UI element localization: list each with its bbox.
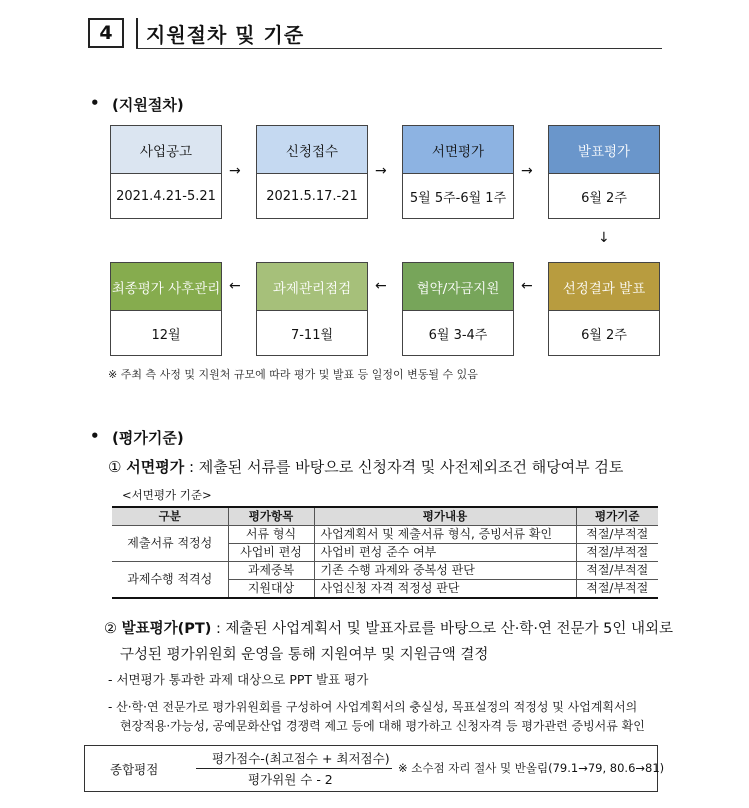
presentation-eval-title: 발표평가(PT) (121, 621, 212, 637)
circled-two-marker: ② (104, 621, 117, 637)
content-cell: 사업비 편성 준수 여부 (314, 544, 576, 562)
procedure-heading: (지원절차) (112, 96, 184, 114)
step-box-written-eval (402, 125, 514, 219)
step-box-application (256, 125, 368, 219)
item-cell: 사업비 편성 (228, 544, 314, 562)
right-arrow-icon: → (375, 163, 387, 179)
step-title: 선정결과 발표 (549, 263, 659, 311)
step-box-selection-result (548, 262, 660, 356)
standard-cell: 적절/부적절 (576, 526, 658, 544)
written-eval-table (112, 506, 658, 599)
dash-item-2a: - 산·학·연 전문가로 평가위원회를 구성하여 사업계획서의 충실성, 목표설정의 적정성 및 사업계획서의 (108, 700, 638, 714)
table-row (112, 562, 658, 580)
presentation-eval-desc-2: 구성된 평가위원회 운영을 통해 지원여부 및 지원금액 결정 (120, 647, 489, 663)
step-period: 12월 (151, 327, 181, 343)
standard-cell: 적절/부적절 (576, 544, 658, 562)
step-period: 6월 2주 (581, 327, 627, 343)
item-cell: 지원대상 (228, 580, 314, 599)
section-divider (136, 18, 138, 48)
step-title: 사업공고 (111, 126, 221, 174)
circled-one-marker: ① (108, 458, 122, 476)
item-cell: 과제중복 (228, 562, 314, 580)
written-eval-desc: : 제출된 서류를 바탕으로 신청자격 및 사전제외조건 해당여부 검토 (188, 458, 624, 476)
table-caption: <서면평가 기준> (122, 488, 212, 502)
written-eval-title: 서면평가 (126, 458, 185, 476)
presentation-eval-heading (104, 616, 673, 642)
step-box-final-eval (110, 262, 222, 356)
formula-denominator: 평가위원 수 - 2 (248, 772, 333, 787)
section-number-text: 4 (99, 22, 113, 44)
right-arrow-icon: → (521, 163, 533, 179)
content-cell: 사업신청 자격 적정성 판단 (314, 580, 576, 599)
section-number (88, 18, 124, 48)
fraction-bar (196, 768, 392, 769)
category-cell: 제출서류 적정성 (112, 526, 228, 562)
step-box-agreement (402, 262, 514, 356)
step-title: 최종평가 사후관리 (111, 263, 221, 311)
standard-cell: 적절/부적절 (576, 562, 658, 580)
step-period: 2021.4.21-5.21 (116, 188, 216, 204)
step-title: 발표평가 (549, 126, 659, 174)
step-box-announcement (110, 125, 222, 219)
written-eval-heading (108, 456, 623, 477)
dash-item-1: - 서면평가 통과한 과제 대상으로 PPT 발표 평가 (108, 672, 369, 687)
dash-item-2b: 현장적용·가능성, 공예문화산업 경쟁력 제고 등에 대해 평가하고 신청자격 등 평가관련 증빙서류 확인 (120, 719, 645, 733)
category-cell: 과제수행 적격성 (112, 562, 228, 599)
down-arrow-icon: ↓ (598, 230, 610, 246)
section-underline (136, 48, 662, 49)
step-period: 2021.5.17.-21 (266, 188, 358, 204)
content-cell: 기존 수행 과제와 중복성 판단 (314, 562, 576, 580)
step-period: 7-11월 (290, 327, 334, 343)
step-title: 서면평가 (403, 126, 513, 174)
step-period: 6월 3-4주 (428, 327, 488, 343)
step-title: 협약/자금지원 (403, 263, 513, 311)
table-row (112, 526, 658, 544)
standard-cell: 적절/부적절 (576, 580, 658, 599)
item-cell: 서류 형식 (228, 526, 314, 544)
formula-numerator: 평가점수-(최고점수 + 최저점수) (212, 751, 390, 766)
step-period: 5월 5주-6월 1주 (409, 190, 507, 206)
formula-note: ※ 소수점 자리 절사 및 반올림(79.1→79, 80.6→81) (398, 761, 665, 775)
step-title: 과제관리점검 (257, 263, 367, 311)
header-standard: 평가기준 (576, 507, 658, 526)
header-item: 평가항목 (228, 507, 314, 526)
bullet-icon: • (90, 427, 100, 445)
bullet-icon: • (90, 94, 100, 112)
right-arrow-icon: → (229, 163, 241, 179)
section-title: 지원절차 및 기준 (146, 23, 305, 47)
header-content: 평가내용 (314, 507, 576, 526)
step-period: 6월 2주 (581, 190, 627, 206)
left-arrow-icon: ← (229, 278, 241, 294)
left-arrow-icon: ← (375, 278, 387, 294)
presentation-eval-desc-1: : 제출된 사업계획서 및 발표자료를 바탕으로 산·학·연 전문가 5인 내외로 (216, 621, 674, 637)
schedule-note: ※ 주최 측 사정 및 지원처 규모에 따라 평가 및 발표 등 일정이 변동될 수 있음 (108, 368, 478, 381)
formula-label: 종합평점 (110, 762, 159, 777)
criteria-heading: (평가기준) (112, 429, 184, 447)
table-header-row (112, 507, 658, 526)
content-cell: 사업계획서 및 제출서류 형식, 증빙서류 확인 (314, 526, 576, 544)
header-category: 구분 (112, 507, 228, 526)
step-title: 신청접수 (257, 126, 367, 174)
step-box-project-check (256, 262, 368, 356)
step-box-presentation-eval (548, 125, 660, 219)
left-arrow-icon: ← (521, 278, 533, 294)
